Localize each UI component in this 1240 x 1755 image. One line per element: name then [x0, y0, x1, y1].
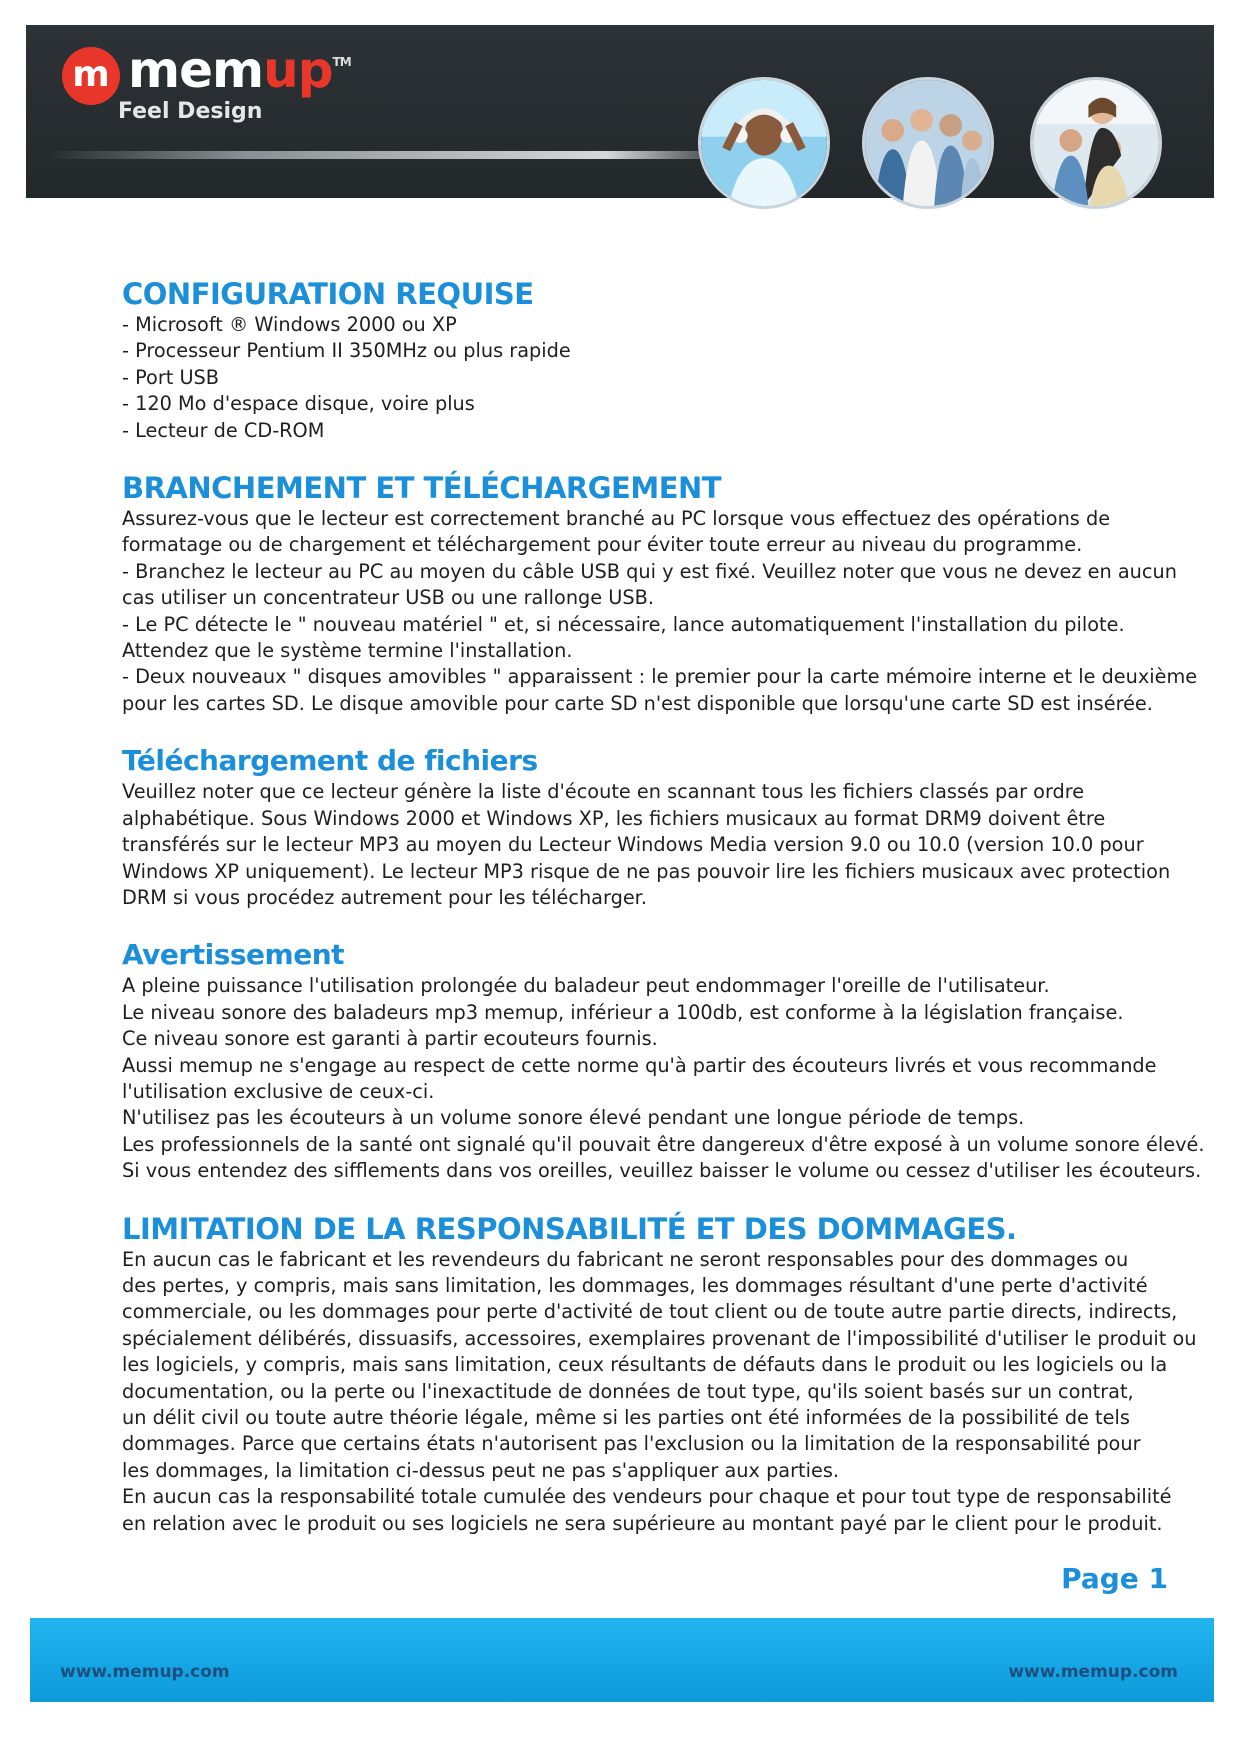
- text-line: cas utiliser un concentrateur USB ou une rallonge USB.: [122, 586, 654, 610]
- section-branchement: [122, 470, 1212, 717]
- footer-banner: [30, 1618, 1214, 1702]
- text-line: - Deux nouveaux " disques amovibles " apparaissent : le premier pour la carte mémoire interne et le deuxième: [122, 665, 1198, 689]
- text-line: dommages. Parce que certains états n'autorisent pas l'exclusion ou la limitation de la responsabilité pour: [122, 1432, 1141, 1456]
- section-body: [122, 779, 1212, 911]
- text-line: A pleine puissance l'utilisation prolongée du baladeur peut endommager l'oreille de l'utilisateur.: [122, 974, 1050, 998]
- text-line: un délit civil ou toute autre théorie légale, même si les parties ont été informées de la possibilité de tels: [122, 1406, 1130, 1429]
- text-line: en relation avec le produit ou ses logiciels ne sera supérieure au montant payé par le client pour le produit.: [122, 1511, 1163, 1535]
- text-line: les dommages, la limitation ci-dessus peut ne pas s'appliquer aux parties.: [122, 1458, 840, 1482]
- logo-badge: m: [62, 47, 120, 105]
- text-line: pour les cartes SD. Le disque amovible pour carte SD n'est disponible que lorsqu'une carte SD est insérée.: [122, 691, 1153, 715]
- section-title: Téléchargement de fichiers: [122, 744, 538, 778]
- text-line: spécialement délibérés, dissuasifs, accessoires, exemplaires provenant de l'impossibilité d'utiliser le produit ou: [122, 1326, 1197, 1350]
- text-line: Le niveau sonore des baladeurs mp3 memup, inférieur a 100db, est conforme à la législation française.: [122, 1000, 1124, 1024]
- text-line: Windows XP uniquement). Le lecteur MP3 risque de ne pas pouvoir lire les fichiers musicaux avec protection: [122, 859, 1171, 883]
- section-title: CONFIGURATION REQUISE: [122, 277, 534, 311]
- text-line: les logiciels, y compris, mais sans limitation, ceux résultants de défauts dans le produit ou les logiciels ou la: [122, 1353, 1168, 1377]
- photo-woman-headphones: [698, 77, 830, 209]
- text-line: N'utilisez pas les écouteurs à un volume sonore élevé pendant une longue période de temps.: [122, 1106, 1025, 1130]
- text-line: Veuillez noter que ce lecteur génère la liste d'écoute en scannant tous les fichiers classés par ordre: [122, 780, 1085, 804]
- text-line: DRM si vous procédez autrement pour les télécharger.: [122, 885, 647, 909]
- photo-team-group: [862, 77, 994, 209]
- header-swoosh: [46, 151, 706, 159]
- text-line: - Port USB: [122, 365, 220, 389]
- text-line: Attendez que le système termine l'installation.: [122, 639, 573, 663]
- text-line: Les professionnels de la santé ont signalé qu'il pouvait être dangereux d'être exposé à un volume sonore élevé.: [122, 1132, 1205, 1156]
- logo-word-part1: mem: [128, 41, 264, 99]
- document-content: [122, 276, 1212, 1563]
- section-configuration: [122, 276, 1212, 444]
- text-line: formatage ou de chargement et téléchargement pour éviter toute erreur au niveau du programme.: [122, 533, 1083, 557]
- section-body: [122, 1247, 1212, 1537]
- section-title: LIMITATION DE LA RESPONSABILITÉ ET DES DOMMAGES.: [122, 1211, 1017, 1246]
- text-line: - Le PC détecte le " nouveau matériel " et, si nécessaire, lance automatiquement l'installation du pilote.: [122, 612, 1125, 636]
- text-line: des pertes, y compris, mais sans limitation, les dommages, les dommages résultant d'une perte d'activité: [122, 1273, 1148, 1297]
- text-line: commerciale, ou les dommages pour perte d'activité de tout client ou de toute autre partie directs, indirects,: [122, 1300, 1178, 1324]
- section-avertissement: [122, 937, 1212, 1184]
- text-line: - 120 Mo d'espace disque, voire plus: [122, 392, 475, 416]
- text-line: - Processeur Pentium II 350MHz ou plus rapide: [122, 339, 571, 363]
- text-line: alphabétique. Sous Windows 2000 et Windows XP, les fichiers musicaux au format DRM9 doivent être: [122, 806, 1106, 830]
- header-banner: [26, 25, 1214, 198]
- text-line: Si vous entendez des sifflements dans vos oreilles, veuillez baisser le volume ou cessez d'utiliser les écouteurs.: [122, 1159, 1202, 1183]
- text-line: documentation, ou la perte ou l'inexactitude de données de tout type, qu'ils soient basés sur un contrat,: [122, 1379, 1134, 1403]
- section-body: [122, 506, 1212, 717]
- text-line: transférés sur le lecteur MP3 au moyen du Lecteur Windows Media version 9.0 ou 10.0 (version 10.0 pour: [122, 833, 1144, 857]
- section-telechargement-fichiers: [122, 743, 1212, 911]
- text-line: - Lecteur de CD-ROM: [122, 418, 325, 442]
- text-line: Aussi memup ne s'engage au respect de cette norme qu'à partir des écouteurs livrés et vous recommande: [122, 1053, 1157, 1077]
- page-number: Page 1: [1061, 1562, 1168, 1595]
- section-title: Avertissement: [122, 938, 345, 972]
- logo-wordmark: [128, 41, 351, 99]
- photo-office-team: [1030, 77, 1162, 209]
- text-line: l'utilisation exclusive de ceux-ci.: [122, 1079, 435, 1103]
- text-line: En aucun cas la responsabilité totale cumulée des vendeurs pour chaque et pour tout type de responsabilité: [122, 1485, 1172, 1509]
- text-line: Ce niveau sonore est garanti à partir ecouteurs fournis.: [122, 1027, 658, 1051]
- text-line: - Branchez le lecteur au PC au moyen du câble USB qui y est fixé. Veuillez noter que vous ne devez en aucun: [122, 559, 1177, 583]
- footer-url-right[interactable]: www.memup.com: [1008, 1662, 1178, 1682]
- section-body: [122, 973, 1212, 1184]
- footer-url-left[interactable]: www.memup.com: [60, 1662, 230, 1682]
- text-line: En aucun cas le fabricant et les revendeurs du fabricant ne seront responsables pour des dommages ou: [122, 1247, 1129, 1271]
- logo-word-part2: up: [263, 41, 333, 99]
- section-body: [122, 312, 1212, 444]
- text-line: Assurez-vous que le lecteur est correctement branché au PC lorsque vous effectuez des opérations de: [122, 507, 1111, 531]
- section-limitation: [122, 1211, 1212, 1537]
- tagline: Feel Design: [118, 99, 263, 124]
- section-title: BRANCHEMENT ET TÉLÉCHARGEMENT: [122, 471, 722, 506]
- text-line: - Microsoft ® Windows 2000 ou XP: [122, 313, 457, 336]
- logo-trademark: TM: [332, 55, 351, 69]
